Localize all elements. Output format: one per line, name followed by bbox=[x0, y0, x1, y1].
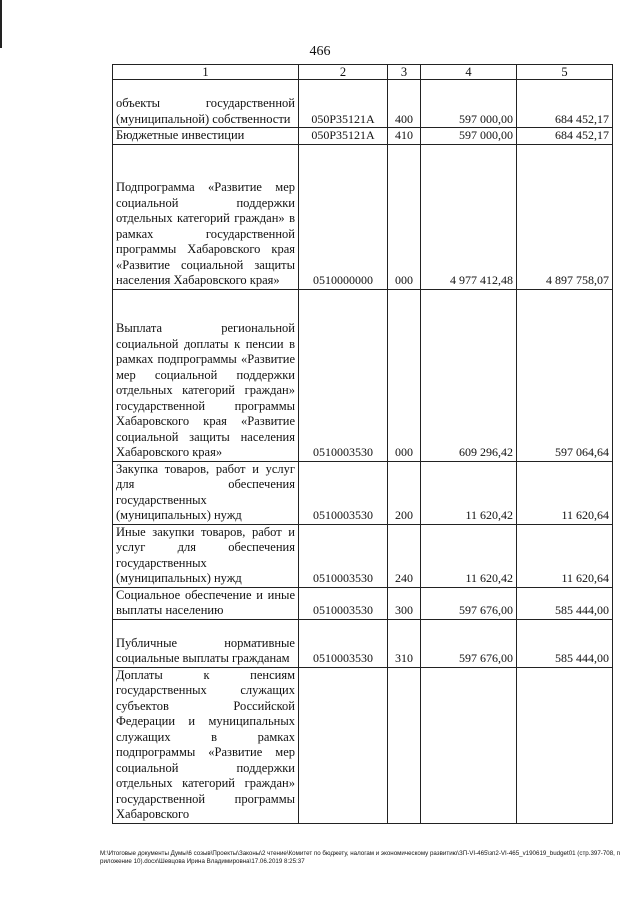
table-row bbox=[113, 461, 613, 524]
table-body bbox=[113, 80, 613, 824]
row-expense-type-cell: 000 bbox=[388, 144, 421, 289]
table-row bbox=[113, 587, 613, 619]
row-name-cell: Доплаты к пенсиям государственных служащих субъектов Российской Федерации и муниципальных служащих в рамках подпрограммы «Развитие мер социальной поддержки отдельных категорий граждан» государственной программы Хабаровского bbox=[113, 667, 299, 823]
row-expense-type-cell: 240 bbox=[388, 524, 421, 587]
table-row bbox=[113, 128, 613, 145]
row-expense-type-cell: 200 bbox=[388, 461, 421, 524]
column-header: 5 bbox=[517, 65, 613, 80]
row-code-cell: 0510003530 bbox=[299, 619, 388, 667]
row-amount-plan-cell: 597 000,00 bbox=[421, 80, 517, 128]
row-code-cell: 0510003530 bbox=[299, 289, 388, 461]
column-header: 1 bbox=[113, 65, 299, 80]
table-row bbox=[113, 619, 613, 667]
table-row bbox=[113, 80, 613, 128]
row-expense-type-cell: 410 bbox=[388, 128, 421, 145]
file-path-footer: M:\Итоговые документы Думы\6 созыв\Проекты\Законы\2 чтение\Комитет по бюджету, налогам и экономическому развитию\ЗП-VI-465\зп2-VI-465_v190619_budget01 (стр.397-708, приложение 10).docx\Шевцова Ирина Владимировна\17.06.2019 8:25:37 bbox=[100, 850, 620, 865]
binding-mark bbox=[0, 0, 2, 48]
column-header: 3 bbox=[388, 65, 421, 80]
row-amount-fact-cell: 585 444,00 bbox=[517, 587, 613, 619]
row-amount-plan-cell: 4 977 412,48 bbox=[421, 144, 517, 289]
table-row bbox=[113, 289, 613, 461]
row-amount-plan-cell: 597 676,00 bbox=[421, 619, 517, 667]
row-name-cell: Подпрограмма «Развитие мер социальной поддержки отдельных категорий граждан» в рамках государственной программы Хабаровского края «Развитие социальной защиты населения Хабаровского края» bbox=[113, 144, 299, 289]
row-name-cell: Публичные нормативные социальные выплаты гражданам bbox=[113, 619, 299, 667]
row-amount-fact-cell: 4 897 758,07 bbox=[517, 144, 613, 289]
row-amount-plan-cell: 597 676,00 bbox=[421, 587, 517, 619]
row-name-cell: объекты государственной (муниципальной) собственности bbox=[113, 80, 299, 128]
row-amount-plan-cell: 11 620,42 bbox=[421, 524, 517, 587]
row-code-cell: 050P35121A bbox=[299, 80, 388, 128]
row-expense-type-cell: 000 bbox=[388, 289, 421, 461]
row-name-cell: Закупка товаров, работ и услуг для обеспечения государственных (муниципальных) нужд bbox=[113, 461, 299, 524]
row-amount-fact-cell bbox=[517, 667, 613, 823]
row-amount-plan-cell: 11 620,42 bbox=[421, 461, 517, 524]
row-amount-fact-cell: 585 444,00 bbox=[517, 619, 613, 667]
table-row bbox=[113, 524, 613, 587]
table-row bbox=[113, 667, 613, 823]
row-amount-fact-cell: 684 452,17 bbox=[517, 80, 613, 128]
row-name-cell: Социальное обеспечение и иные выплаты населению bbox=[113, 587, 299, 619]
row-name-cell: Бюджетные инвестиции bbox=[113, 128, 299, 145]
row-expense-type-cell: 310 bbox=[388, 619, 421, 667]
row-code-cell: 0510003530 bbox=[299, 524, 388, 587]
budget-table bbox=[112, 64, 613, 824]
row-amount-fact-cell: 684 452,17 bbox=[517, 128, 613, 145]
row-amount-plan-cell: 609 296,42 bbox=[421, 289, 517, 461]
row-amount-plan-cell: 597 000,00 bbox=[421, 128, 517, 145]
row-amount-fact-cell: 597 064,64 bbox=[517, 289, 613, 461]
row-amount-fact-cell: 11 620,64 bbox=[517, 461, 613, 524]
row-name-cell: Выплата региональной социальной доплаты к пенсии в рамках подпрограммы «Развитие мер социальной поддержки отдельных категорий граждан» государственной программы Хабаровского края «Развитие социальной защиты населения Хабаровского края» bbox=[113, 289, 299, 461]
table-header-row bbox=[113, 65, 613, 80]
row-code-cell: 050P35121A bbox=[299, 128, 388, 145]
row-expense-type-cell: 400 bbox=[388, 80, 421, 128]
page-number: 466 bbox=[309, 44, 331, 59]
row-expense-type-cell: 300 bbox=[388, 587, 421, 619]
row-amount-plan-cell bbox=[421, 667, 517, 823]
row-code-cell: 0510000000 bbox=[299, 144, 388, 289]
row-code-cell: 0510003530 bbox=[299, 587, 388, 619]
row-amount-fact-cell: 11 620,64 bbox=[517, 524, 613, 587]
table-row bbox=[113, 144, 613, 289]
row-code-cell: 0510003530 bbox=[299, 461, 388, 524]
row-name-cell: Иные закупки товаров, работ и услуг для обеспечения государственных (муниципальных) нужд bbox=[113, 524, 299, 587]
row-code-cell bbox=[299, 667, 388, 823]
row-expense-type-cell bbox=[388, 667, 421, 823]
column-header: 4 bbox=[421, 65, 517, 80]
column-header: 2 bbox=[299, 65, 388, 80]
